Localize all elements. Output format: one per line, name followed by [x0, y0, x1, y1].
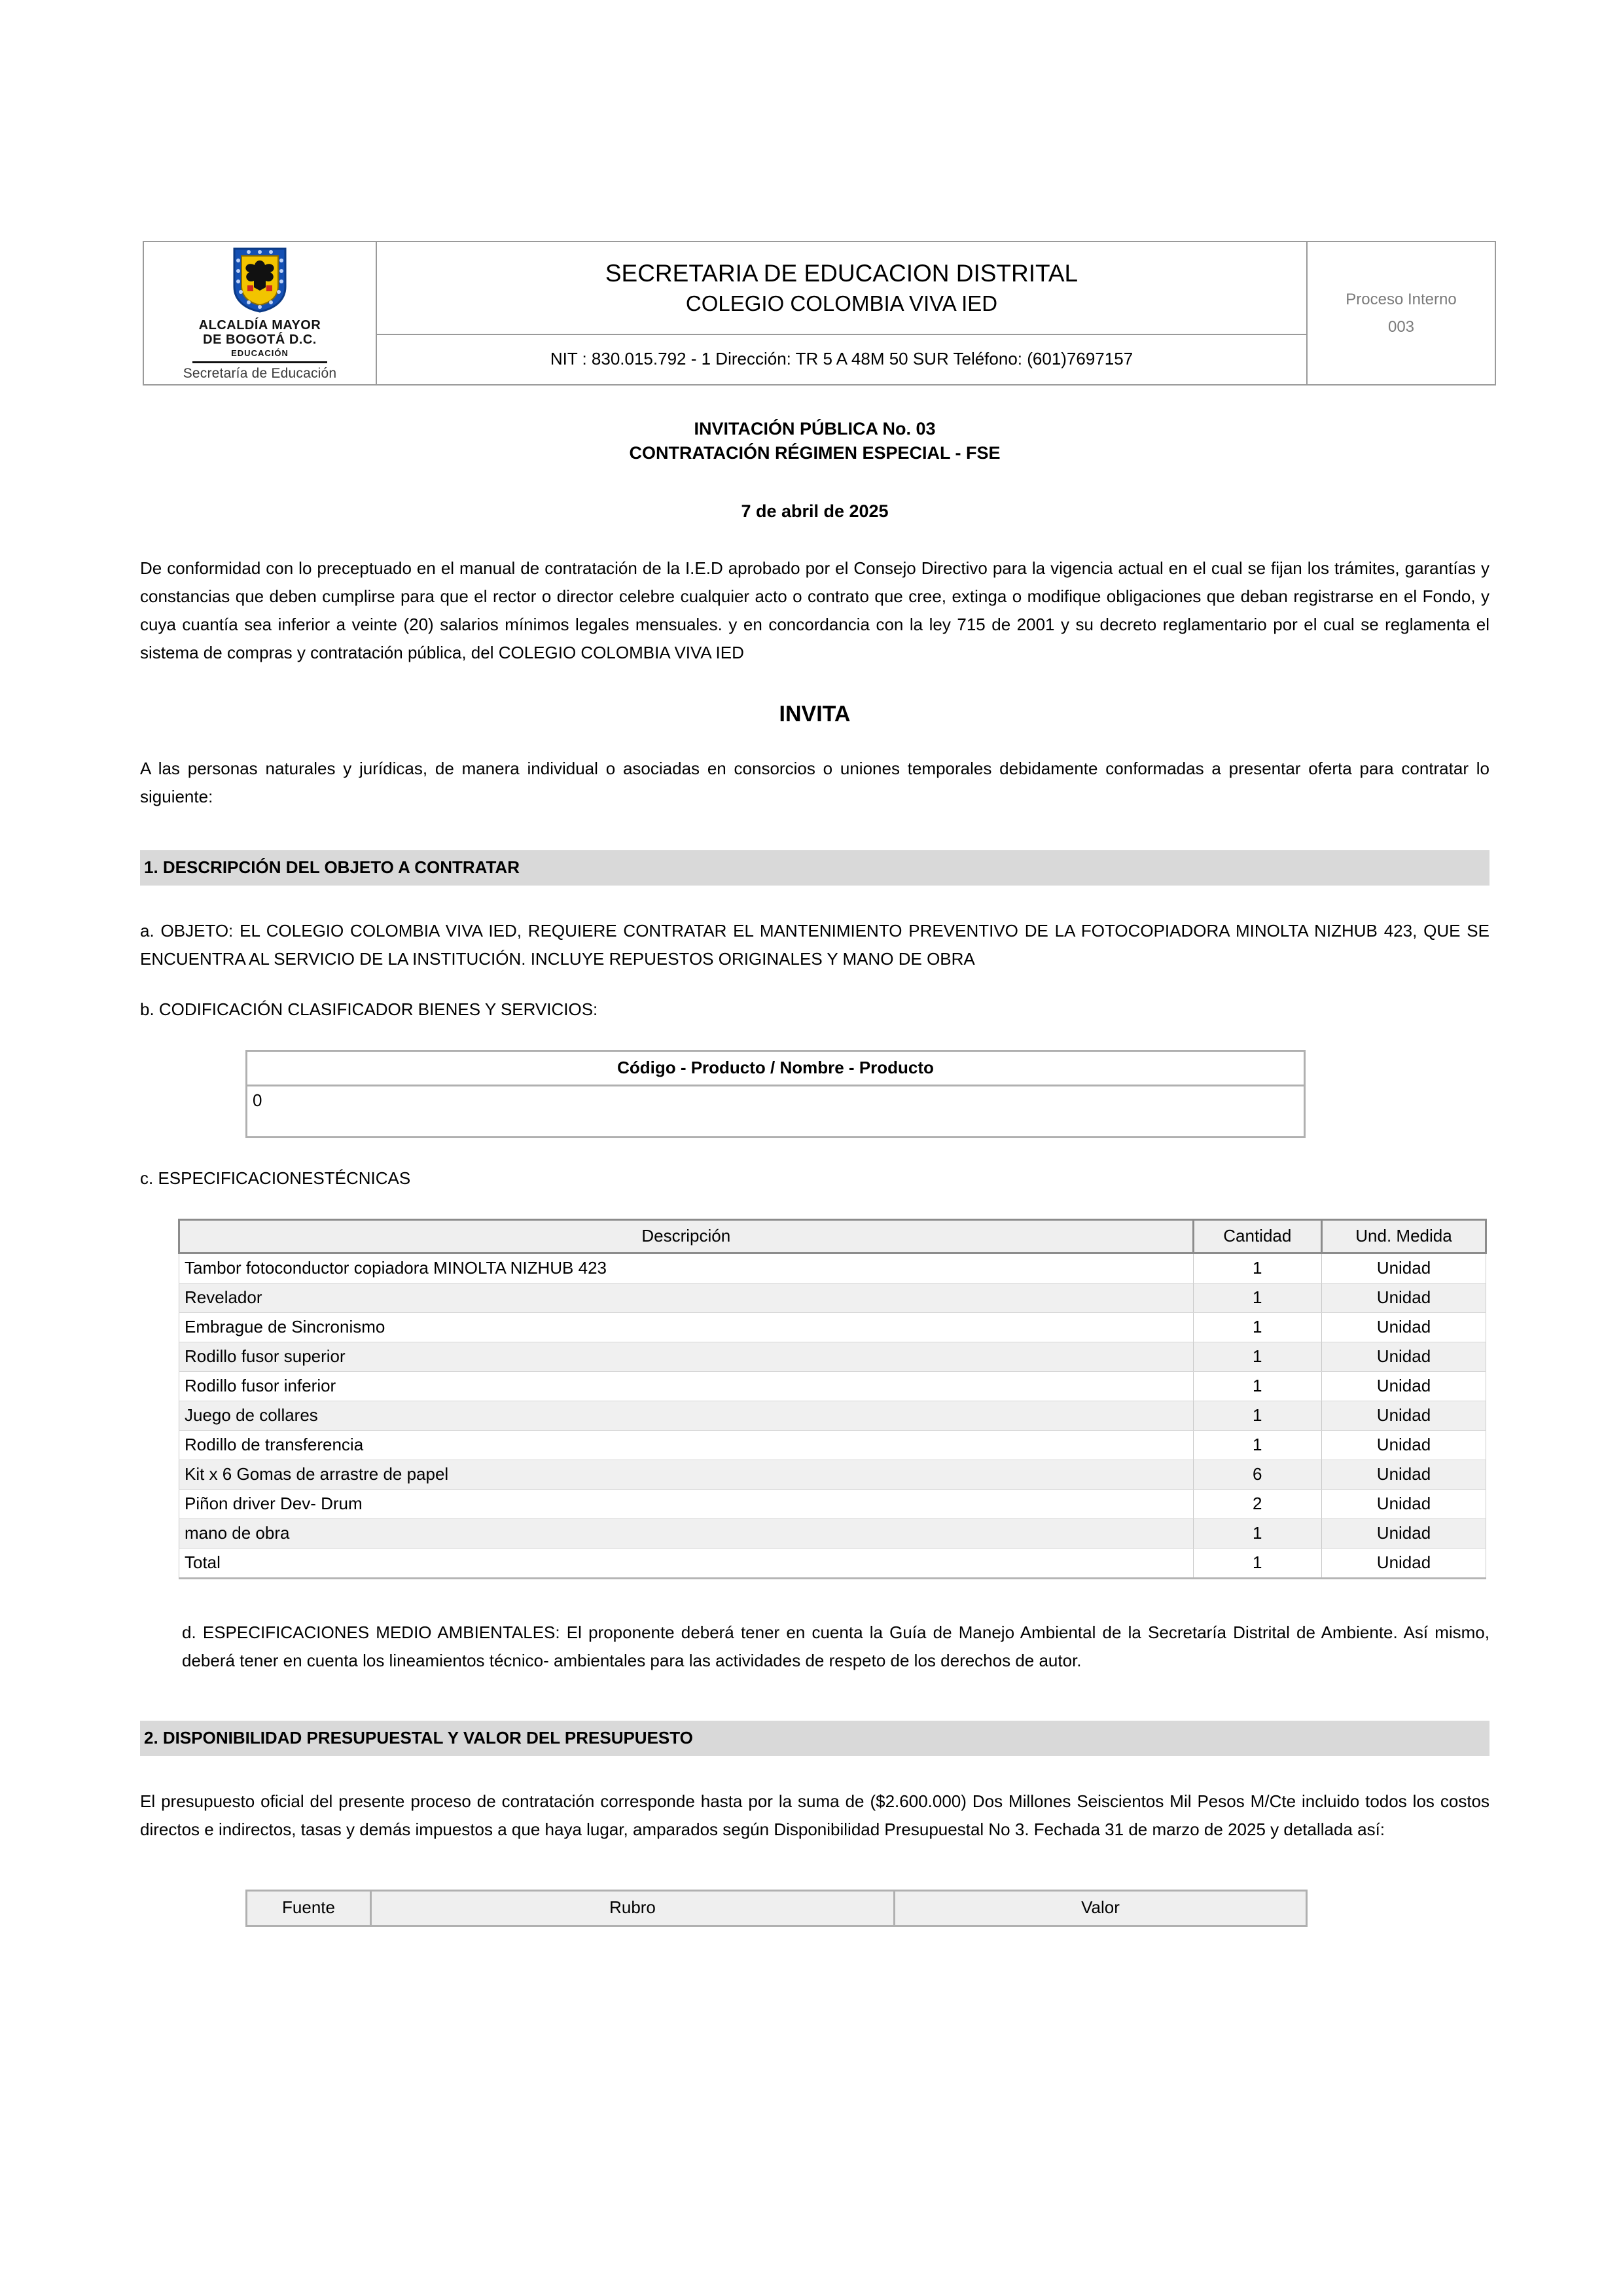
- bogota-coat-of-arms-icon: [232, 246, 288, 314]
- spec-cell-unidad: Unidad: [1322, 1372, 1486, 1401]
- spec-cell-unidad: Unidad: [1322, 1253, 1486, 1283]
- pres-col-fuente: Fuente: [247, 1891, 371, 1926]
- spec-cell-descripcion: Revelador: [179, 1283, 1194, 1313]
- spec-cell-cantidad: 1: [1193, 1283, 1321, 1313]
- spec-col-unidad-medida: Und. Medida: [1322, 1220, 1486, 1253]
- alcaldia-logo: [162, 242, 358, 384]
- spec-cell-cantidad: 1: [1193, 1372, 1321, 1401]
- logo-line-educacion: EDUCACIÓN: [231, 348, 289, 358]
- pres-col-valor: Valor: [895, 1891, 1307, 1926]
- spec-cell-unidad: Unidad: [1322, 1519, 1486, 1549]
- spec-cell-unidad: Unidad: [1322, 1401, 1486, 1431]
- table-row: [179, 1549, 1486, 1579]
- invita-paragraph: A las personas naturales y jurídicas, de manera individual o asociadas en consorcios o uniones temporales debidamente conformadas a presentar oferta para contratar lo siguiente:: [140, 759, 1489, 806]
- spacer: [140, 1193, 1489, 1219]
- spec-cell-unidad: Unidad: [1322, 1283, 1486, 1313]
- especificaciones-tecnicas-label: c. ESPECIFICACIONESTÉCNICAS: [140, 1168, 411, 1188]
- spacer: [140, 973, 1489, 996]
- objeto-paragraph: a. OBJETO: EL COLEGIO COLOMBIA VIVA IED, REQUIERE CONTRATAR EL MANTENIMIENTO PREVENTIVO DE LA FOTOCOPIADORA MINOLTA NIZHUB 423, QUE SE ENCUENTRA AL SERVICIO DE LA INSTITUCIÓN. INCLUYE REPUESTOS ORIGINALES Y MANO DE OBRA: [140, 921, 1489, 969]
- spacer: [140, 1024, 1489, 1050]
- invitation-title-line2: CONTRATACIÓN RÉGIMEN ESPECIAL - FSE: [629, 443, 1001, 463]
- spec-cell-descripcion: Juego de collares: [179, 1401, 1194, 1431]
- table-row: [179, 1401, 1486, 1431]
- spacer: [140, 1844, 1489, 1890]
- spec-cell-descripcion: Piñon driver Dev- Drum: [179, 1490, 1194, 1519]
- table-row: [179, 1519, 1486, 1549]
- spacer: [140, 1675, 1489, 1721]
- spacer: [140, 886, 1489, 917]
- invitation-date: 7 de abril de 2025: [741, 501, 889, 521]
- invitation-title-line1: INVITACIÓN PÚBLICA No. 03: [694, 419, 936, 439]
- header-title-cell: [376, 242, 1307, 334]
- table-header-row: [179, 1220, 1486, 1253]
- especificaciones-ambientales-paragraph: d. ESPECIFICACIONES MEDIO AMBIENTALES: El proponente deberá tener en cuenta la Guía de Manejo Ambiental de la Secretaría Distrital de Ambiente. Así mismo, deberá tener en cuenta los lineamientos técnico- ambientales para las actividades de respeto de los derechos de autor.: [182, 1623, 1489, 1670]
- table-row: [179, 1313, 1486, 1342]
- spec-col-descripcion: Descripción: [179, 1220, 1194, 1253]
- spec-cell-unidad: Unidad: [1322, 1549, 1486, 1579]
- spec-cell-cantidad: 6: [1193, 1460, 1321, 1490]
- spec-cell-unidad: Unidad: [1322, 1313, 1486, 1342]
- codigo-table-header: Código - Producto / Nombre - Producto: [247, 1051, 1305, 1086]
- header-title-colegio: COLEGIO COLOMBIA VIVA IED: [685, 291, 998, 315]
- table-row: [247, 1086, 1305, 1138]
- header-proceso-cell: [1307, 242, 1495, 385]
- section-1-heading: 1. DESCRIPCIÓN DEL OBJETO A CONTRATAR: [140, 850, 1489, 886]
- spec-cell-descripcion: Total: [179, 1549, 1194, 1579]
- table-header-row: [247, 1891, 1307, 1926]
- spec-cell-unidad: Unidad: [1322, 1490, 1486, 1519]
- document-header-table: [143, 241, 1496, 386]
- spec-cell-descripcion: Rodillo fusor inferior: [179, 1372, 1194, 1401]
- spec-cell-descripcion: Rodillo fusor superior: [179, 1342, 1194, 1372]
- invita-heading: INVITA: [779, 702, 851, 726]
- spacer: [140, 811, 1489, 850]
- spec-table-body: [179, 1253, 1486, 1579]
- table-row: [179, 1460, 1486, 1490]
- spec-cell-cantidad: 1: [1193, 1549, 1321, 1579]
- spec-cell-unidad: Unidad: [1322, 1342, 1486, 1372]
- logo-line-secretaria: Secretaría de Educación: [183, 366, 337, 381]
- spec-cell-descripcion: mano de obra: [179, 1519, 1194, 1549]
- table-row: [179, 1342, 1486, 1372]
- spacer: [140, 523, 1489, 554]
- especificaciones-tecnicas-table: [178, 1219, 1487, 1579]
- header-row: [143, 242, 1495, 334]
- spec-cell-cantidad: 2: [1193, 1490, 1321, 1519]
- presupuesto-table: [245, 1890, 1308, 1927]
- spec-cell-unidad: Unidad: [1322, 1460, 1486, 1490]
- table-header-row: [247, 1051, 1305, 1086]
- header-title-secretaria: SECRETARIA DE EDUCACION DISTRITAL: [605, 259, 1079, 287]
- header-nit-text: NIT : 830.015.792 - 1 Dirección: TR 5 A 48M 50 SUR Teléfono: (601)7697157: [550, 349, 1133, 369]
- spec-cell-cantidad: 1: [1193, 1313, 1321, 1342]
- spacer: [140, 1579, 1489, 1619]
- spec-col-cantidad: Cantidad: [1193, 1220, 1321, 1253]
- codigo-producto-table: [245, 1050, 1306, 1138]
- codificacion-label: b. CODIFICACIÓN CLASIFICADOR BIENES Y SERVICIOS:: [140, 999, 598, 1019]
- spec-cell-descripcion: Tambor fotoconductor copiadora MINOLTA NIZHUB 423: [179, 1253, 1194, 1283]
- table-row: [179, 1490, 1486, 1519]
- spec-cell-unidad: Unidad: [1322, 1431, 1486, 1460]
- section-2-heading: 2. DISPONIBILIDAD PRESUPUESTAL Y VALOR DEL PRESUPUESTO: [140, 1721, 1489, 1756]
- spec-cell-cantidad: 1: [1193, 1342, 1321, 1372]
- spec-cell-descripcion: Rodillo de transferencia: [179, 1431, 1194, 1460]
- spec-cell-descripcion: Embrague de Sincronismo: [179, 1313, 1194, 1342]
- table-row: [179, 1283, 1486, 1313]
- proceso-interno-number: 003: [1387, 317, 1415, 336]
- logo-divider: [192, 361, 327, 363]
- table-row: [179, 1431, 1486, 1460]
- spec-cell-cantidad: 1: [1193, 1253, 1321, 1283]
- spec-cell-cantidad: 1: [1193, 1431, 1321, 1460]
- codigo-table-value: 0: [247, 1086, 1305, 1138]
- logo-line-alcaldia: ALCALDÍA MAYOR: [198, 318, 321, 332]
- table-row: [179, 1253, 1486, 1283]
- intro-paragraph: De conformidad con lo preceptuado en el manual de contratación de la I.E.D aprobado por el Consejo Directivo para la vigencia actual en el cual se fijan los trámites, garantías y constancias que deben cumplirse para que el rector o director celebre cualquier acto o contrato que cree, extinga o modifique obligaciones que deban registrarse en el Fondo, y cuya cuantía sea inferior a veinte (20) salarios mínimos legales mensuales. y en concordancia con la ley 715 de 2001 y su decreto reglamentario por el cual se reglamenta el sistema de compras y contratación pública, del COLEGIO COLOMBIA VIVA IED: [140, 558, 1489, 662]
- header-nit-cell: [376, 334, 1307, 385]
- table-row: [179, 1372, 1486, 1401]
- pres-col-rubro: Rubro: [371, 1891, 895, 1926]
- spacer: [140, 1138, 1489, 1164]
- document-content: [140, 241, 1489, 1927]
- logo-line-bogota: DE BOGOTÁ D.C.: [203, 332, 317, 347]
- spacer: [140, 1756, 1489, 1787]
- spec-cell-cantidad: 1: [1193, 1401, 1321, 1431]
- spec-cell-descripcion: Kit x 6 Gomas de arrastre de papel: [179, 1460, 1194, 1490]
- presupuesto-paragraph: El presupuesto oficial del presente proceso de contratación corresponde hasta por la suma de ($2.600.000) Dos Millones Seiscientos Mil Pesos M/Cte incluido todos los costos directos e indirectos, tasas y demás impuestos a que haya lugar, amparados según Disponibilidad Presupuestal No 3. Fechada 31 de marzo de 2025 y detallada así:: [140, 1791, 1489, 1839]
- proceso-interno-label: Proceso Interno: [1346, 290, 1457, 308]
- header-logo-cell: [143, 242, 376, 385]
- spec-cell-cantidad: 1: [1193, 1519, 1321, 1549]
